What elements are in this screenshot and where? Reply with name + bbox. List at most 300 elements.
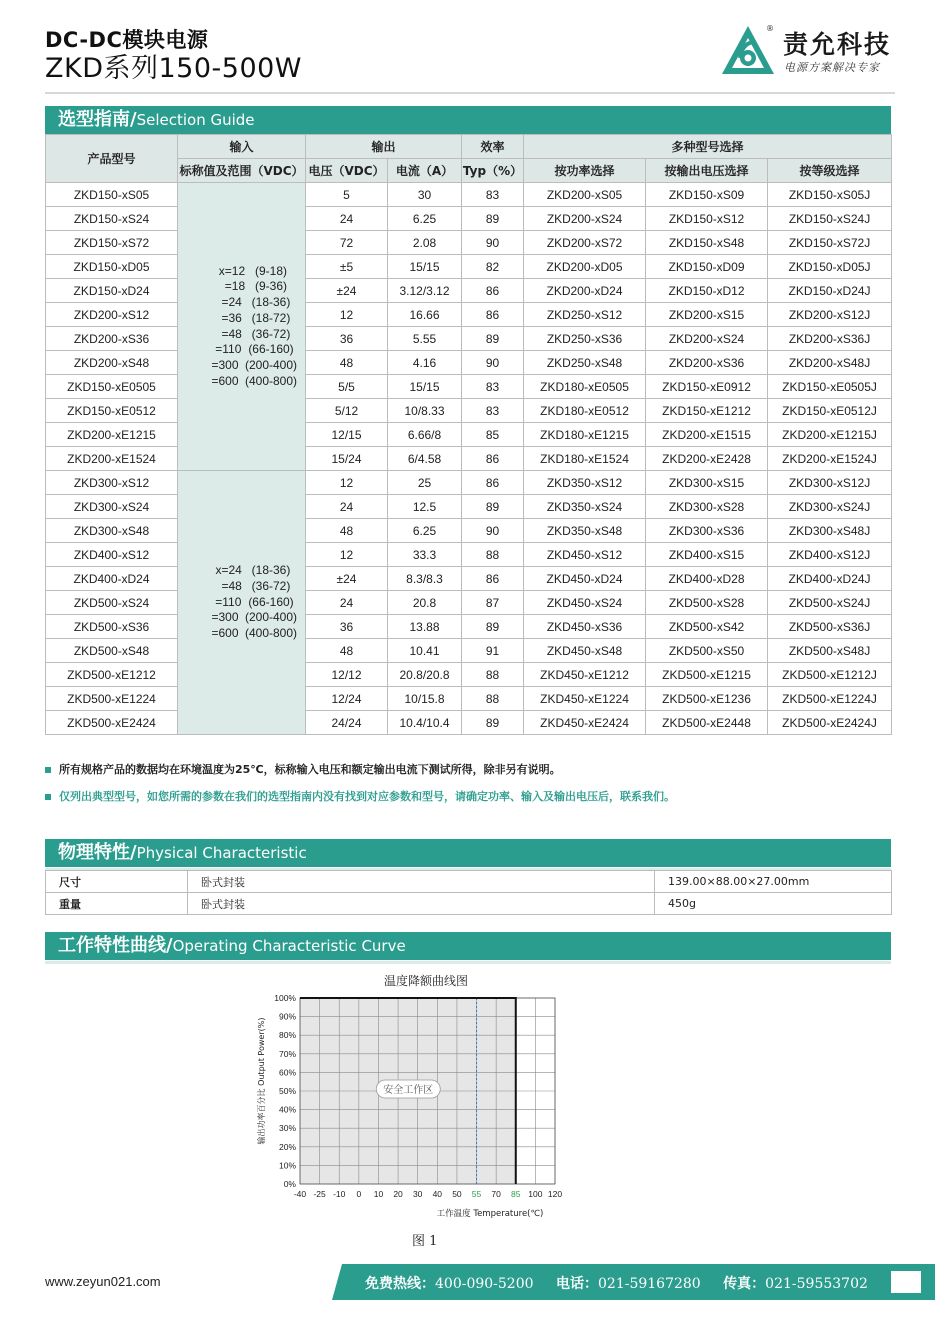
range-key: =48 [221, 326, 242, 341]
model-cell: ZKD500-xE1224 [46, 687, 178, 711]
by-power-cell: ZKD450-xE1224 [524, 687, 646, 711]
header-efficiency: 效率 [462, 135, 524, 159]
table-row [46, 231, 892, 255]
brand-slogan: 电源方案解决专家 [784, 61, 880, 74]
model-cell: ZKD300-xS12 [46, 471, 178, 495]
by-power-cell: ZKD450-xE2424 [524, 711, 646, 735]
by-voltage-cell: ZKD150-xD12 [646, 279, 768, 303]
hotline-label: 免费热线： [365, 1276, 435, 1292]
model-cell: ZKD400-xS12 [46, 543, 178, 567]
selection-guide-body [46, 183, 892, 735]
x-tick-label: 50 [452, 1189, 462, 1199]
x-tick-label: -10 [333, 1189, 346, 1199]
current-cell: 10.41 [388, 639, 462, 663]
y-tick-label: 30% [278, 1123, 296, 1134]
table-row [46, 303, 892, 327]
voltage-cell: 36 [306, 327, 388, 351]
efficiency-cell: 87 [462, 591, 524, 615]
physical-title-en: Physical Characteristic [136, 844, 307, 862]
x-tick-label: 30 [412, 1189, 423, 1199]
table-row [46, 591, 892, 615]
y-tick-label: 90% [278, 1011, 296, 1022]
notes [45, 762, 895, 816]
range-key: =36 [221, 310, 242, 325]
header-model: 产品型号 [46, 135, 178, 183]
range-line [191, 279, 305, 295]
voltage-cell: 12 [306, 303, 388, 327]
voltage-cell: 48 [306, 351, 388, 375]
voltage-cell: 5 [306, 183, 388, 207]
table-row [46, 871, 892, 893]
range-key: =24 [221, 295, 242, 310]
table-row [46, 519, 892, 543]
current-cell: 5.55 [388, 327, 462, 351]
by-voltage-cell: ZKD200-xS15 [646, 303, 768, 327]
table-row [46, 567, 892, 591]
by-voltage-cell: ZKD200-xE1515 [646, 423, 768, 447]
voltage-cell: ±24 [306, 567, 388, 591]
voltage-cell: 24 [306, 495, 388, 519]
voltage-cell: 12/15 [306, 423, 388, 447]
table-row [46, 893, 892, 915]
by-grade-cell: ZKD400-xD24J [768, 567, 892, 591]
by-voltage-cell: ZKD500-xS42 [646, 615, 768, 639]
current-cell: 15/15 [388, 255, 462, 279]
range-key: x=24 [215, 563, 242, 578]
by-grade-cell: ZKD200-xE1215J [768, 423, 892, 447]
model-cell: ZKD500-xS24 [46, 591, 178, 615]
by-voltage-cell: ZKD400-xD28 [646, 567, 768, 591]
by-grade-cell: ZKD500-xE2424J [768, 711, 892, 735]
y-tick-label: 10% [278, 1160, 296, 1171]
physical-value: 450g [655, 893, 892, 915]
range-line [191, 610, 305, 626]
by-grade-cell: ZKD400-xS12J [768, 543, 892, 567]
efficiency-cell: 89 [462, 327, 524, 351]
physical-label: 尺寸 [46, 871, 188, 893]
range-key: =300 [211, 357, 239, 372]
by-power-cell: ZKD180-xE1524 [524, 447, 646, 471]
efficiency-cell: 83 [462, 375, 524, 399]
footer-contact-bar [332, 1264, 935, 1300]
x-tick-label: 120 [547, 1189, 563, 1199]
range-value: (66-160) [248, 594, 294, 609]
voltage-cell: 24 [306, 207, 388, 231]
efficiency-cell: 89 [462, 711, 524, 735]
phone-number: 021-59167280 [598, 1276, 701, 1292]
curve-title-cn: 工作特性曲线/ [58, 935, 173, 956]
by-voltage-cell: ZKD300-xS15 [646, 471, 768, 495]
selection-guide-table [45, 134, 892, 735]
by-power-cell: ZKD180-xE0512 [524, 399, 646, 423]
x-tick-label: -25 [313, 1189, 326, 1199]
by-grade-cell: ZKD200-xS48J [768, 351, 892, 375]
input-range-cell [178, 471, 306, 735]
range-value: (18-36) [251, 295, 291, 310]
current-cell: 30 [388, 183, 462, 207]
header-by-voltage: 按输出电压选择 [646, 159, 768, 183]
range-line [191, 626, 305, 642]
by-power-cell: ZKD450-xS36 [524, 615, 646, 639]
physical-table [45, 870, 892, 915]
by-grade-cell: ZKD500-xS24J [768, 591, 892, 615]
x-tick-label: 100 [528, 1189, 543, 1199]
by-power-cell: ZKD200-xD05 [524, 255, 646, 279]
by-grade-cell: ZKD150-xE0505J [768, 375, 892, 399]
table-row [46, 399, 892, 423]
physical-value: 139.00×88.00×27.00mm [655, 871, 892, 893]
model-cell: ZKD500-xS36 [46, 615, 178, 639]
page-header [45, 24, 895, 84]
by-power-cell: ZKD180-xE0505 [524, 375, 646, 399]
table-row [46, 327, 892, 351]
model-cell: ZKD150-xS05 [46, 183, 178, 207]
selection-guide-title-cn: 选型指南/ [58, 109, 137, 130]
efficiency-cell: 86 [462, 471, 524, 495]
by-power-cell: ZKD200-xS72 [524, 231, 646, 255]
header-input-range: 标称值及范围（VDC） [178, 159, 306, 183]
table-row [46, 255, 892, 279]
input-range-cell [178, 183, 306, 471]
model-cell: ZKD200-xS36 [46, 327, 178, 351]
current-cell: 16.66 [388, 303, 462, 327]
x-tick-label: 85 [511, 1189, 521, 1199]
by-power-cell: ZKD250-xS36 [524, 327, 646, 351]
by-voltage-cell: ZKD500-xE1215 [646, 663, 768, 687]
voltage-cell: 24/24 [306, 711, 388, 735]
x-tick-label: 10 [373, 1189, 384, 1199]
efficiency-cell: 89 [462, 615, 524, 639]
model-cell: ZKD400-xD24 [46, 567, 178, 591]
header-by-power: 按功率选择 [524, 159, 646, 183]
table-row [46, 615, 892, 639]
voltage-cell: 12 [306, 471, 388, 495]
model-cell: ZKD150-xS72 [46, 231, 178, 255]
by-grade-cell: ZKD300-xS48J [768, 519, 892, 543]
range-line [191, 311, 305, 327]
table-row [46, 663, 892, 687]
table-row [46, 183, 892, 207]
y-tick-label: 100% [274, 993, 296, 1003]
by-power-cell: ZKD450-xD24 [524, 567, 646, 591]
curve-heading [45, 932, 891, 960]
by-grade-cell: ZKD150-xE0512J [768, 399, 892, 423]
by-voltage-cell: ZKD150-xE0912 [646, 375, 768, 399]
y-tick-label: 0% [283, 1179, 296, 1189]
range-value: (36-72) [251, 578, 291, 593]
y-tick-label: 50% [278, 1086, 296, 1096]
range-line [191, 295, 305, 311]
by-power-cell: ZKD250-xS48 [524, 351, 646, 375]
model-cell: ZKD500-xE2424 [46, 711, 178, 735]
table-row [46, 207, 892, 231]
brand-name: 责允科技 [783, 30, 892, 59]
x-tick-label: 55 [471, 1189, 482, 1199]
by-power-cell: ZKD250-xS12 [524, 303, 646, 327]
header-by-grade: 按等级选择 [768, 159, 892, 183]
current-cell: 8.3/8.3 [388, 567, 462, 591]
by-grade-cell: ZKD500-xE1224J [768, 687, 892, 711]
header-output: 输出 [306, 135, 462, 159]
range-value: (9-36) [254, 279, 287, 294]
range-key: =48 [221, 578, 242, 593]
by-voltage-cell: ZKD500-xE1236 [646, 687, 768, 711]
current-cell: 3.12/3.12 [388, 279, 462, 303]
by-voltage-cell: ZKD300-xS36 [646, 519, 768, 543]
page-number-box [891, 1271, 921, 1293]
voltage-cell: 15/24 [306, 447, 388, 471]
model-cell: ZKD200-xS48 [46, 351, 178, 375]
header-alternatives: 多种型号选择 [524, 135, 892, 159]
current-cell: 10.4/10.4 [388, 711, 462, 735]
range-value: (200-400) [244, 357, 298, 372]
by-power-cell: ZKD450-xS48 [524, 639, 646, 663]
range-value: (36-72) [251, 326, 291, 341]
header-title-line2: ZKD系列150-500W [45, 53, 303, 84]
range-line [191, 595, 305, 611]
efficiency-cell: 90 [462, 231, 524, 255]
efficiency-cell: 91 [462, 639, 524, 663]
range-value: (200-400) [244, 610, 298, 625]
by-grade-cell: ZKD150-xS24J [768, 207, 892, 231]
range-value: (400-800) [244, 373, 298, 388]
fax-label: 传真： [723, 1276, 766, 1292]
efficiency-cell: 82 [462, 255, 524, 279]
range-value: (18-72) [251, 310, 291, 325]
current-cell: 25 [388, 471, 462, 495]
by-power-cell: ZKD450-xS24 [524, 591, 646, 615]
note-item: 所有规格产品的数据均在环境温度为25℃，标称输入电压和额定输出电流下测试所得，除非另有说明。 [45, 762, 895, 789]
range-key: =18 [224, 279, 246, 294]
by-grade-cell: ZKD500-xE1212J [768, 663, 892, 687]
registered-mark: ® [766, 24, 774, 33]
current-cell: 20.8 [388, 591, 462, 615]
range-line [191, 358, 305, 374]
y-axis-label: 输出功率百分比 Output Power(%) [257, 1017, 266, 1145]
current-cell: 10/8.33 [388, 399, 462, 423]
model-cell: ZKD150-xS24 [46, 207, 178, 231]
physical-desc: 卧式封装 [188, 871, 655, 893]
efficiency-cell: 88 [462, 543, 524, 567]
selection-guide-heading [45, 106, 891, 134]
by-power-cell: ZKD200-xS05 [524, 183, 646, 207]
by-voltage-cell: ZKD150-xD09 [646, 255, 768, 279]
by-voltage-cell: ZKD150-xS12 [646, 207, 768, 231]
derating-chart [250, 968, 580, 1243]
by-grade-cell: ZKD500-xS48J [768, 639, 892, 663]
current-cell: 13.88 [388, 615, 462, 639]
efficiency-cell: 90 [462, 519, 524, 543]
by-voltage-cell: ZKD150-xE1212 [646, 399, 768, 423]
selection-guide-title-en: Selection Guide [136, 111, 255, 129]
model-cell: ZKD300-xS48 [46, 519, 178, 543]
current-cell: 10/15.8 [388, 687, 462, 711]
model-cell: ZKD150-xE0505 [46, 375, 178, 399]
header-typ: Typ（%） [462, 159, 524, 183]
efficiency-cell: 89 [462, 207, 524, 231]
efficiency-cell: 88 [462, 663, 524, 687]
range-line [191, 579, 305, 595]
voltage-cell: 48 [306, 519, 388, 543]
y-tick-label: 70% [278, 1048, 296, 1059]
table-row [46, 711, 892, 735]
by-grade-cell: ZKD200-xS36J [768, 327, 892, 351]
efficiency-cell: 88 [462, 687, 524, 711]
by-power-cell: ZKD200-xD24 [524, 279, 646, 303]
x-tick-label: 20 [393, 1189, 403, 1199]
table-row [46, 687, 892, 711]
header-current: 电流（A） [388, 159, 462, 183]
by-grade-cell: ZKD150-xS72J [768, 231, 892, 255]
range-key: =600 [211, 626, 239, 641]
by-voltage-cell: ZKD200-xS24 [646, 327, 768, 351]
model-cell: ZKD500-xS48 [46, 639, 178, 663]
by-power-cell: ZKD450-xS12 [524, 543, 646, 567]
efficiency-cell: 83 [462, 183, 524, 207]
by-voltage-cell: ZKD200-xE2428 [646, 447, 768, 471]
current-cell: 6.25 [388, 519, 462, 543]
y-tick-label: 80% [278, 1030, 296, 1041]
range-value: (18-36) [251, 563, 291, 578]
current-cell: 20.8/20.8 [388, 663, 462, 687]
range-value: (66-160) [248, 342, 294, 357]
table-row [46, 495, 892, 519]
table-row [46, 543, 892, 567]
by-voltage-cell: ZKD500-xS50 [646, 639, 768, 663]
model-cell: ZKD300-xS24 [46, 495, 178, 519]
by-voltage-cell: ZKD500-xS28 [646, 591, 768, 615]
by-power-cell: ZKD450-xE1212 [524, 663, 646, 687]
physical-heading [45, 839, 891, 867]
range-value: (9-18) [254, 263, 287, 278]
by-voltage-cell: ZKD150-xS48 [646, 231, 768, 255]
voltage-cell: 24 [306, 591, 388, 615]
range-value: (400-800) [244, 626, 298, 641]
by-grade-cell: ZKD200-xS12J [768, 303, 892, 327]
range-line [191, 327, 305, 343]
by-grade-cell: ZKD200-xE1524J [768, 447, 892, 471]
table-row [46, 447, 892, 471]
x-tick-label: -40 [293, 1189, 307, 1199]
x-axis-label: 工作温度 Temperature(℃) [436, 1209, 544, 1219]
current-cell: 6.66/8 [388, 423, 462, 447]
voltage-cell: 36 [306, 615, 388, 639]
chart-title: 温度降额曲线图 [384, 974, 469, 988]
by-power-cell: ZKD180-xE1215 [524, 423, 646, 447]
y-tick-label: 40% [278, 1104, 296, 1115]
by-voltage-cell: ZKD150-xS09 [646, 183, 768, 207]
physical-title-cn: 物理特性/ [58, 842, 137, 863]
x-tick-label: 70 [491, 1189, 501, 1199]
model-cell: ZKD150-xD05 [46, 255, 178, 279]
derating-chart-svg [250, 986, 580, 1248]
voltage-cell: 12/24 [306, 687, 388, 711]
current-cell: 6/4.58 [388, 447, 462, 471]
voltage-cell: 12 [306, 543, 388, 567]
hotline-number: 400-090-5200 [435, 1276, 534, 1292]
range-line [191, 563, 305, 579]
range-key: =600 [211, 373, 239, 388]
current-cell: 15/15 [388, 375, 462, 399]
efficiency-cell: 90 [462, 351, 524, 375]
model-cell: ZKD200-xE1215 [46, 423, 178, 447]
header-divider [45, 92, 895, 94]
table-row [46, 279, 892, 303]
table-row [46, 639, 892, 663]
model-cell: ZKD200-xS12 [46, 303, 178, 327]
figure-caption: 图 1 [412, 1234, 438, 1249]
voltage-cell: 5/5 [306, 375, 388, 399]
range-line [191, 264, 305, 280]
footer-website[interactable]: www.zeyun021.com [45, 1274, 161, 1289]
efficiency-cell: 85 [462, 423, 524, 447]
curve-title-en: Operating Characteristic Curve [172, 937, 406, 955]
y-tick-label: 20% [278, 1141, 296, 1152]
header-voltage: 电压（VDC） [306, 159, 388, 183]
voltage-cell: 12/12 [306, 663, 388, 687]
fax-number: 021-59553702 [765, 1276, 868, 1292]
efficiency-cell: 86 [462, 447, 524, 471]
range-key: =110 [215, 342, 242, 357]
current-cell: 12.5 [388, 495, 462, 519]
range-key: =110 [215, 594, 242, 609]
by-voltage-cell: ZKD500-xE2448 [646, 711, 768, 735]
current-cell: 4.16 [388, 351, 462, 375]
current-cell: 2.08 [388, 231, 462, 255]
by-voltage-cell: ZKD400-xS15 [646, 543, 768, 567]
efficiency-cell: 86 [462, 303, 524, 327]
y-tick-label: 60% [278, 1067, 296, 1078]
voltage-cell: 48 [306, 639, 388, 663]
voltage-cell: ±5 [306, 255, 388, 279]
by-power-cell: ZKD350-xS12 [524, 471, 646, 495]
range-line [191, 342, 305, 358]
phone-label: 电话： [556, 1276, 598, 1292]
by-grade-cell: ZKD300-xS12J [768, 471, 892, 495]
current-cell: 6.25 [388, 207, 462, 231]
efficiency-cell: 89 [462, 495, 524, 519]
efficiency-cell: 83 [462, 399, 524, 423]
efficiency-cell: 86 [462, 567, 524, 591]
model-cell: ZKD200-xE1524 [46, 447, 178, 471]
by-grade-cell: ZKD500-xS36J [768, 615, 892, 639]
area-label: 安全工作区 [383, 1085, 434, 1096]
by-power-cell: ZKD350-xS48 [524, 519, 646, 543]
physical-label: 重量 [46, 893, 188, 915]
table-row [46, 375, 892, 399]
note-item: 仅列出典型型号，如您所需的参数在我们的选型指南内没有找到对应参数和型号，请确定功率、输入及输出电压后，联系我们。 [45, 789, 895, 816]
current-cell: 33.3 [388, 543, 462, 567]
voltage-cell: 72 [306, 231, 388, 255]
by-voltage-cell: ZKD200-xS36 [646, 351, 768, 375]
voltage-cell: 5/12 [306, 399, 388, 423]
range-key: =300 [211, 610, 239, 625]
efficiency-cell: 86 [462, 279, 524, 303]
model-cell: ZKD150-xD24 [46, 279, 178, 303]
table-row [46, 351, 892, 375]
by-grade-cell: ZKD150-xS05J [768, 183, 892, 207]
by-power-cell: ZKD200-xS24 [524, 207, 646, 231]
range-key: x=12 [218, 263, 246, 278]
by-voltage-cell: ZKD300-xS28 [646, 495, 768, 519]
header-title-line1: DC-DC模块电源 [45, 28, 209, 52]
voltage-cell: ±24 [306, 279, 388, 303]
model-cell: ZKD500-xE1212 [46, 663, 178, 687]
by-grade-cell: ZKD150-xD24J [768, 279, 892, 303]
model-cell: ZKD150-xE0512 [46, 399, 178, 423]
footer-contact-text [365, 1273, 886, 1293]
header-input: 输入 [178, 135, 306, 159]
